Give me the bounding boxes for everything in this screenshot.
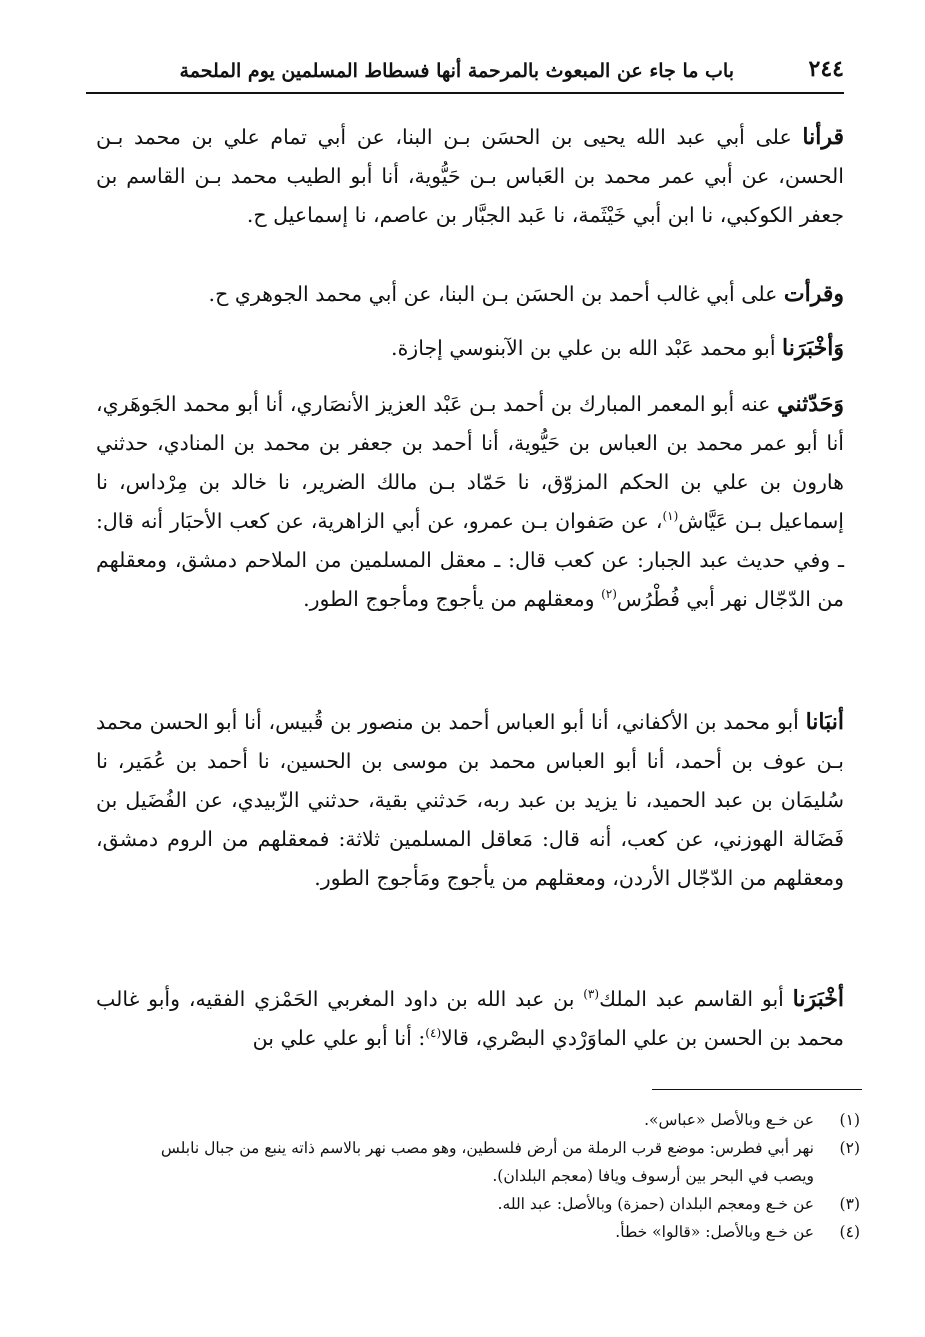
footnote-ref: (٣): [583, 987, 600, 1002]
paragraph-text: بن عبد الله بن داود المغربي الحَمْزي الفقيه، وأبو غالب محمد بن الحسن بن علي الماوَرْدي البصْري، قالا: [96, 987, 844, 1050]
paragraph-1: [96, 118, 844, 235]
isnad-lead-word: وقرأت: [783, 281, 844, 307]
footnote-3: [86, 1190, 860, 1218]
paragraph-text: أبو محمد عَبْد الله بن علي بن الآبنوسي إجازة.: [391, 336, 783, 360]
paragraph-5: [96, 703, 844, 898]
paragraph-text: على أبي غالب أحمد بن الحسَن بـن البنا، عن أبي محمد الجوهري ح.: [208, 282, 784, 306]
footnote-2-continuation: [86, 1162, 860, 1190]
paragraph-3: [96, 329, 844, 368]
isnad-lead-word: وَحَدّثني: [777, 391, 844, 417]
isnad-lead-word: أخْبَرَنا: [792, 986, 844, 1012]
footnote-text: نهر أبي فطرس: موضع قرب الرملة من أرض فلسطين، وهو مصب نهر بالاسم ذاته ينبع من جبال نابلس: [160, 1139, 814, 1157]
footnote-2: [86, 1134, 860, 1162]
footnote-ref: (٢): [601, 587, 617, 602]
footnote-number: (١): [839, 1111, 860, 1129]
footnote-text: عن خـع ومعجم البلدان (حمزة) وبالأصل: عبد الله.: [497, 1195, 814, 1213]
running-title: باب ما جاء عن المبعوث بالمرحمة أنها فسطاط المسلمين يوم الملحمة: [179, 60, 734, 82]
paragraph-text: أبو القاسم عبد الملك: [599, 987, 793, 1011]
footnote-text: ويصب في البحر بين أرسوف ويافا (معجم البلدان).: [492, 1167, 814, 1185]
footnote-number: (٣): [839, 1195, 860, 1213]
paragraph-text: : أنا أبو علي علي بن: [252, 1026, 426, 1050]
footnotes: [86, 1106, 860, 1246]
footnote-text: عن خـع وبالأصل: «قالوا» خطأ.: [615, 1223, 814, 1241]
footnote-text: عن خـع وبالأصل «عباس».: [644, 1111, 814, 1129]
footnote-ref: (١): [662, 509, 679, 524]
page-header: [86, 56, 844, 94]
isnad-lead-word: قرأنا: [802, 124, 844, 150]
footnote-number: (٤): [839, 1223, 860, 1241]
paragraph-6: [96, 980, 844, 1058]
paragraph-text: عنه أبو المعمر المبارك بن أحمد بـن عَبْد العزيز الأنصَاري، أنا أبو محمد الجَوهَري، أنا أبو عمر محمد بن العباس بن حَيُّوية، أنا أحمد بن جعفر بن محمد بن المنادي، حدثني هارون بن علي بن الحكم المزوّق، نا حَمّاد بـن مالك الضرير، نا خالد بن مِرْداس، نا إسماعيل بـن عَيَّاش: [96, 392, 845, 533]
paragraph-text: على أبي عبد الله يحيى بن الحسَن بـن البنا، عن أبي تمام علي بن محمد بـن الحسن، عن أبي عمر محمد بن العَباس بـن حَيُّوية، أنا أبو الطيب محمد بـن القاسم بن جعفر الكوكبي، نا ابن أبي خَيْثَمة، نا عَبد الجبَّار بن عاصم، نا إسماعيل ح.: [96, 125, 844, 227]
isnad-lead-word: أنبَانا: [805, 709, 844, 735]
paragraph-text: ، عن صَفوان بـن عمرو، عن أبي الزاهرية، عن كعب الأحبَار أنه قال: ـ وفي حديث عبد الجبار: عن كعب قال: ـ معقل المسلمين من الملاحم دمشق، ومعقلهم من الدّجّال نهر أبي فُطْرُس: [96, 509, 844, 611]
footnote-4: [86, 1218, 860, 1246]
paragraph-4: [96, 385, 844, 619]
footnote-number: (٢): [839, 1139, 860, 1157]
isnad-lead-word: وَأخْبَرَنا: [782, 335, 844, 361]
paragraph-text: ومعقلهم من يأجوج ومأجوج الطور.: [303, 587, 602, 611]
footnote-separator: [652, 1089, 862, 1090]
paragraph-text: أبو محمد بن الأكفاني، أنا أبو العباس أحمد بن منصور بن قُبيس، أنا أبو الحسن محمد بـن عوف بن أحمد، أنا أبو العباس محمد بن موسى بن الحسين، نا أحمد بن عُمَير، نا سُليمَان بن عبد الحميد، نا يزيد بن عبد ربه، حَدثني بقية، حدثني الزّبيدي، عن الفُضَيل بن فَضَالة الهوزني، عن كعب، أنه قال: مَعاقل المسلمين ثلاثة: فمعقلهم من الروم دمشق، ومعقلهم من الدّجّال الأردن، ومعقلهم من يأجوج ومَأجوج الطور.: [96, 710, 844, 890]
page-number: ٢٤٤: [808, 56, 844, 82]
footnote-1: [86, 1106, 860, 1134]
paragraph-2: [96, 275, 844, 314]
footnote-ref: (٤): [425, 1026, 442, 1041]
